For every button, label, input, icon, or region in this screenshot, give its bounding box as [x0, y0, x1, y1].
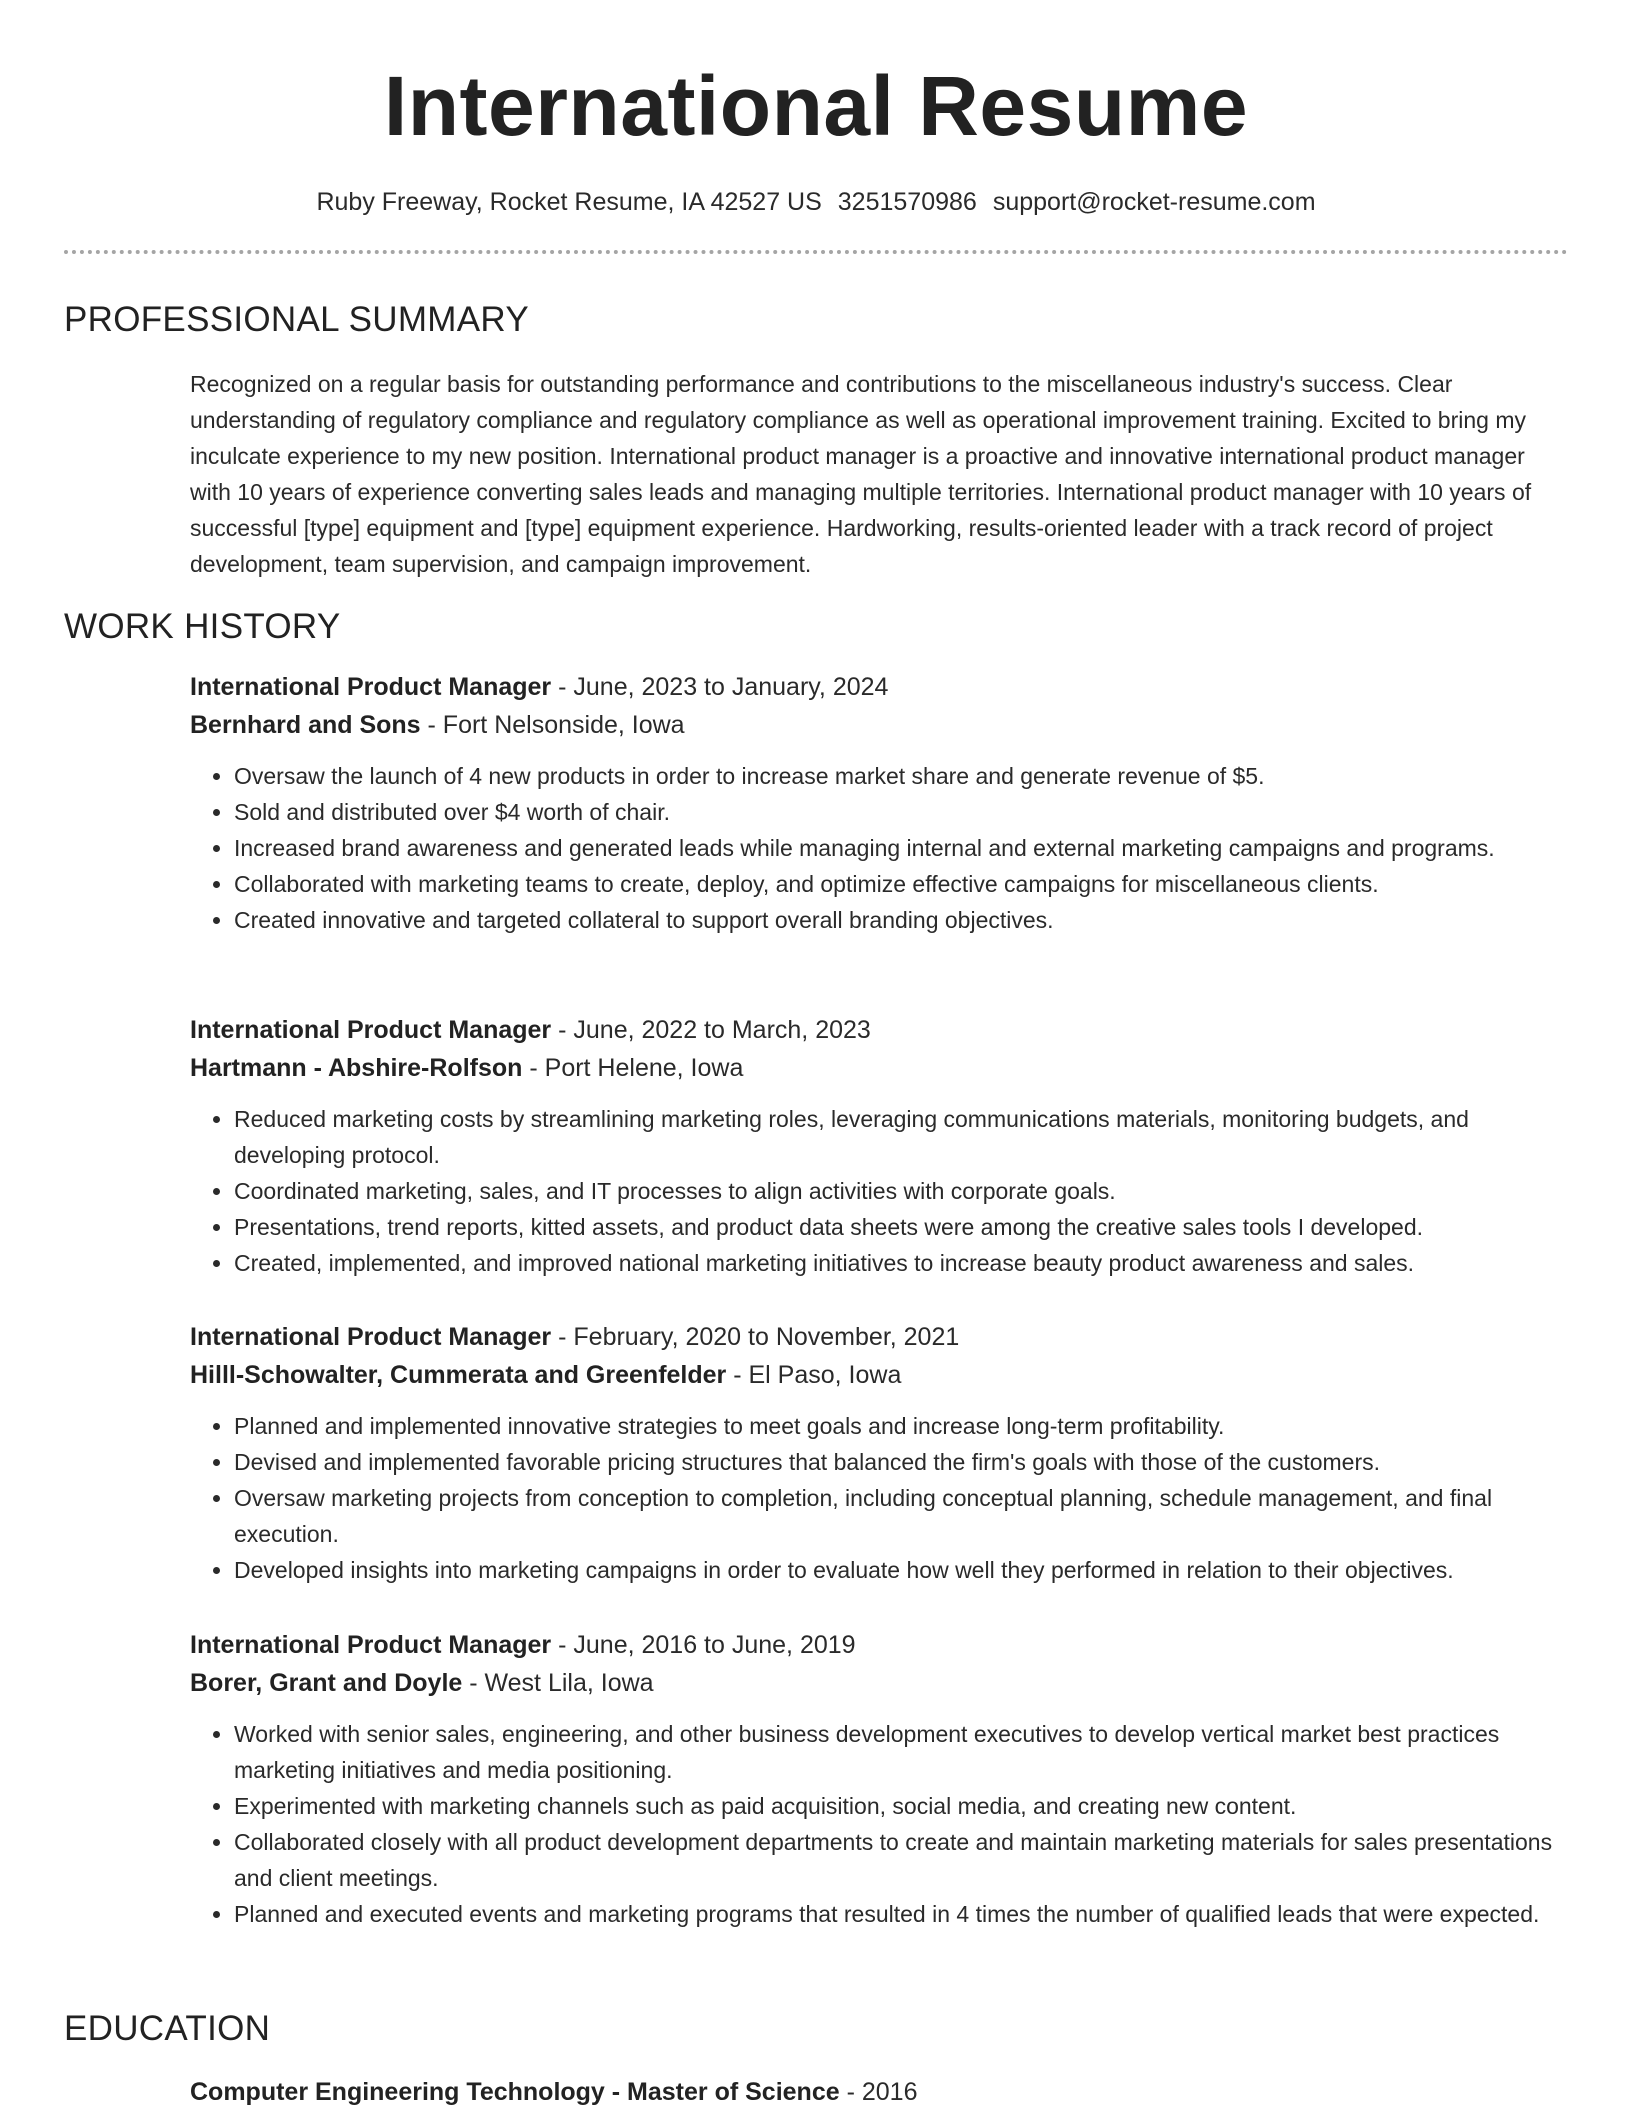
job-location: - West Lila, Iowa	[462, 1669, 654, 1697]
job-company: Hartmann - Abshire-Rolfson	[190, 1054, 523, 1082]
bullet-item: • Created innovative and targeted collateral to support overall branding objectives.	[234, 902, 1568, 938]
bullet-item: • Developed insights into marketing campaigns in order to evaluate how well they performed in relation to their objectives.	[234, 1552, 1568, 1588]
summary-text: Recognized on a regular basis for outstanding performance and contributions to the miscellaneous industry's success. Clear understanding of regulatory compliance and regulatory compliance as well as operational improvement training. Excited to bring my inculcate experience to my new position. International product manager is a proactive and innovative international product manager with 10 years of experience converting sales leads and managing multiple territories. International product manager with 10 years of successful [type] equipment and [type] equipment experience. Hardworking, results-oriented leader with a track record of project development, team supervision, and campaign improvement.	[190, 371, 1532, 577]
job-role-line	[190, 1011, 1568, 1049]
job-company-line	[190, 1356, 1568, 1394]
job-company: Hilll-Schowalter, Cummerata and Greenfelder	[190, 1361, 727, 1389]
contact-phone: 3251570986	[837, 188, 977, 216]
job-company-line	[190, 706, 1568, 744]
job-entry	[190, 1626, 1568, 1932]
bullet-item: • Planned and implemented innovative strategies to meet goals and increase long-term profitability.	[234, 1408, 1568, 1444]
bullet-item: • Sold and distributed over $4 worth of chair.	[234, 794, 1568, 830]
bullet-item: • Increased brand awareness and generated leads while managing internal and external marketing campaigns and programs.	[234, 830, 1568, 866]
education-entry	[190, 2073, 1568, 2111]
bullet-item: • Oversaw the launch of 4 new products in order to increase market share and generate revenue of $5.	[234, 758, 1568, 794]
job-role: International Product Manager	[190, 1631, 552, 1659]
job-dates: - June, 2016 to June, 2019	[551, 1631, 856, 1659]
job-company: Borer, Grant and Doyle	[190, 1669, 463, 1697]
bullet-item: • Coordinated marketing, sales, and IT processes to align activities with corporate goals.	[234, 1173, 1568, 1209]
job-bullets	[190, 758, 1568, 938]
contact-line	[64, 186, 1568, 218]
job-role-line	[190, 1626, 1568, 1664]
bullet-item: • Experimented with marketing channels such as paid acquisition, social media, and creating new content.	[234, 1788, 1568, 1824]
bullet-item: • Presentations, trend reports, kitted assets, and product data sheets were among the creative sales tools I developed.	[234, 1209, 1568, 1245]
job-bullets	[190, 1408, 1568, 1588]
job-location: - Fort Nelsonside, Iowa	[420, 711, 685, 739]
section-title-summary: PROFESSIONAL SUMMARY	[64, 300, 529, 339]
header-divider	[64, 250, 1568, 254]
job-role: International Product Manager	[190, 1323, 552, 1351]
contact-email: support@rocket-resume.com	[992, 188, 1316, 216]
job-entry	[190, 1011, 1568, 1281]
education-degree: Computer Engineering Technology - Master of Science	[190, 2078, 840, 2106]
job-bullets	[190, 1716, 1568, 1932]
job-dates: - June, 2022 to March, 2023	[551, 1016, 871, 1044]
bullet-item: • Collaborated closely with all product development departments to create and maintain marketing materials for sales presentations and client meetings.	[234, 1824, 1568, 1896]
job-dates: - February, 2020 to November, 2021	[551, 1323, 960, 1351]
bullet-item: • Planned and executed events and marketing programs that resulted in 4 times the number of qualified leads that were expected.	[234, 1896, 1568, 1932]
education-year: - 2016	[839, 2078, 918, 2106]
job-location: - Port Helene, Iowa	[522, 1054, 744, 1082]
job-role-line	[190, 1318, 1568, 1356]
resume-page	[64, 0, 1568, 2106]
job-company-line	[190, 1664, 1568, 1702]
bullet-item: • Devised and implemented favorable pricing structures that balanced the firm's goals with those of the customers.	[234, 1444, 1568, 1480]
job-bullets	[190, 1101, 1568, 1281]
contact-address: Ruby Freeway, Rocket Resume, IA 42527 US	[316, 188, 822, 216]
bullet-item: • Worked with senior sales, engineering, and other business development executives to develop vertical market best practices marketing initiatives and media positioning.	[234, 1716, 1568, 1788]
bullet-item: • Collaborated with marketing teams to create, deploy, and optimize effective campaigns for miscellaneous clients.	[234, 866, 1568, 902]
job-entry	[190, 1318, 1568, 1588]
job-entry	[190, 668, 1568, 938]
job-role: International Product Manager	[190, 1016, 552, 1044]
job-role-line	[190, 668, 1568, 706]
job-company-line	[190, 1049, 1568, 1087]
section-title-education: EDUCATION	[64, 2009, 271, 2048]
job-dates: - June, 2023 to January, 2024	[551, 673, 889, 701]
job-role: International Product Manager	[190, 673, 552, 701]
resume-title: International Resume	[383, 59, 1249, 153]
job-company: Bernhard and Sons	[190, 711, 421, 739]
bullet-item: • Created, implemented, and improved national marketing initiatives to increase beauty product awareness and sales.	[234, 1245, 1568, 1281]
section-title-work-history: WORK HISTORY	[64, 607, 341, 646]
bullet-item: • Oversaw marketing projects from conception to completion, including conceptual planning, schedule management, and final execution.	[234, 1480, 1568, 1552]
job-location: - El Paso, Iowa	[726, 1361, 902, 1389]
bullet-item: • Reduced marketing costs by streamlining marketing roles, leveraging communications materials, monitoring budgets, and developing protocol.	[234, 1101, 1568, 1173]
